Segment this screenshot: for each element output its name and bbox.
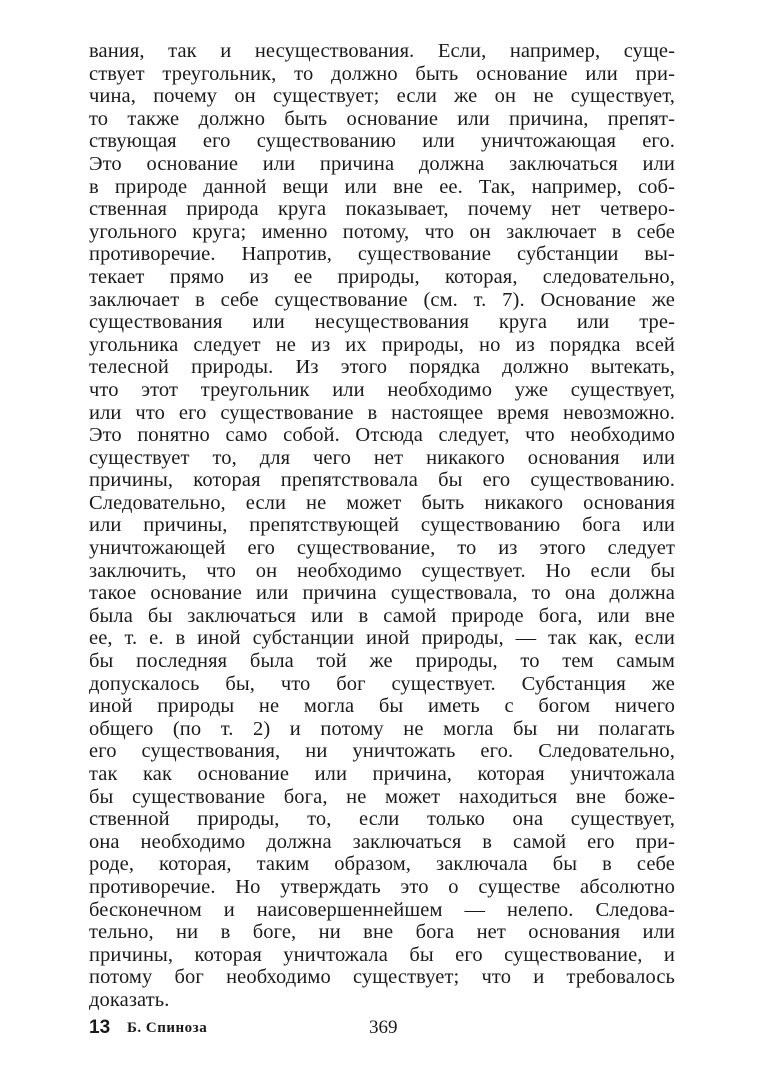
text-line: уничтожающей его существование, то из этого следует — [89, 537, 675, 560]
text-line: бы последняя была той же природы, то тем самым — [89, 650, 675, 673]
text-line: ственной природы, то, если только она существует, — [89, 808, 675, 831]
text-line: допускалось бы, что бог существует. Субстанция же — [89, 672, 675, 695]
text-line: заключить, что он необходимо существует. Но если бы — [89, 559, 675, 582]
text-line: вания, так и несуществования. Если, например, суще- — [89, 40, 675, 62]
text-line: общего (по т. 2) и потому не могла бы ни полагать — [89, 717, 675, 740]
text-line: причины, которая препятствовала бы его существованию. — [89, 469, 675, 492]
text-line: что этот треугольник или необходимо уже существует, — [89, 378, 675, 401]
text-line: Следовательно, если не может быть никакого основания — [89, 491, 675, 514]
text-line: потому бог необходимо существует; что и требовалось — [89, 966, 675, 989]
page-body — [89, 40, 675, 1012]
text-line: в природе данной вещи или вне ее. Так, например, соб- — [89, 175, 675, 198]
text-line: текает прямо из ее природы, которая, следовательно, — [89, 265, 675, 288]
text-line: угольного круга; именно потому, что он заключает в себе — [89, 220, 675, 243]
text-line: была бы заключаться или в самой природе бога, или вне — [89, 604, 675, 627]
text-line: иной природы не могла бы иметь с богом ничего — [89, 695, 675, 718]
text-line: так как основание или причина, которая уничтожала — [89, 763, 675, 785]
signature-number: 13 — [89, 1017, 111, 1038]
text-line: телесной природы. Из этого порядка должно вытекать, — [89, 356, 675, 379]
text-line: угольника следует не из их природы, но из порядка всей — [89, 333, 675, 356]
page-number: 369 — [369, 1017, 398, 1038]
text-line: существования или несуществования круга или тре- — [89, 311, 675, 334]
text-line: существует то, для чего нет никакого основания или — [89, 446, 675, 469]
text-line: ствует треугольник, то должно быть основание или при- — [89, 62, 675, 85]
text-line: ственная природа круга показывает, почему нет четверо- — [89, 198, 675, 221]
text-line: ствующая его существованию или уничтожающая его. — [89, 130, 675, 153]
text-line: бесконечном и наисовершеннейшем — нелепо. Следова- — [89, 898, 675, 921]
text-line: Это основание или причина должна заключаться или — [89, 152, 675, 175]
signature-author: Б. Спиноза — [127, 1020, 208, 1036]
text-line: тельно, ни в боге, ни вне бога нет основания или — [89, 921, 675, 944]
text-line: чина, почему он существует; если же он не существует, — [89, 85, 675, 108]
text-line: причины, которая уничтожала бы его существование, и — [89, 943, 675, 966]
text-line: доказать. — [89, 988, 170, 1011]
text-line: ее, т. е. в иной субстанции иной природы, — так как, если — [89, 627, 675, 650]
text-line: или что его существование в настоящее время невозможно. — [89, 401, 675, 424]
text-line: противоречие. Напротив, существование субстанции вы- — [89, 243, 675, 266]
text-line: или причины, препятствующей существованию бога или — [89, 514, 675, 537]
text-line: роде, которая, таким образом, заключала бы в себе — [89, 853, 675, 876]
text-line: такое основание или причина существовала, то она должна — [89, 582, 675, 605]
text-line: то также должно быть основание или причина, препят- — [89, 107, 675, 130]
text-line: она необходимо должна заключаться в самой его при- — [89, 830, 675, 853]
text-line: его существования, ни уничтожать его. Следовательно, — [89, 740, 675, 763]
text-line: противоречие. Но утверждать это о существе абсолютно — [89, 875, 675, 898]
text-line: Это понятно само собой. Отсюда следует, что необходимо — [89, 424, 675, 447]
page-footer — [89, 1016, 675, 1040]
text-line: заключает в себе существование (см. т. 7). Основание же — [89, 288, 675, 311]
text-line: бы существование бога, не может находиться вне боже- — [89, 785, 675, 808]
